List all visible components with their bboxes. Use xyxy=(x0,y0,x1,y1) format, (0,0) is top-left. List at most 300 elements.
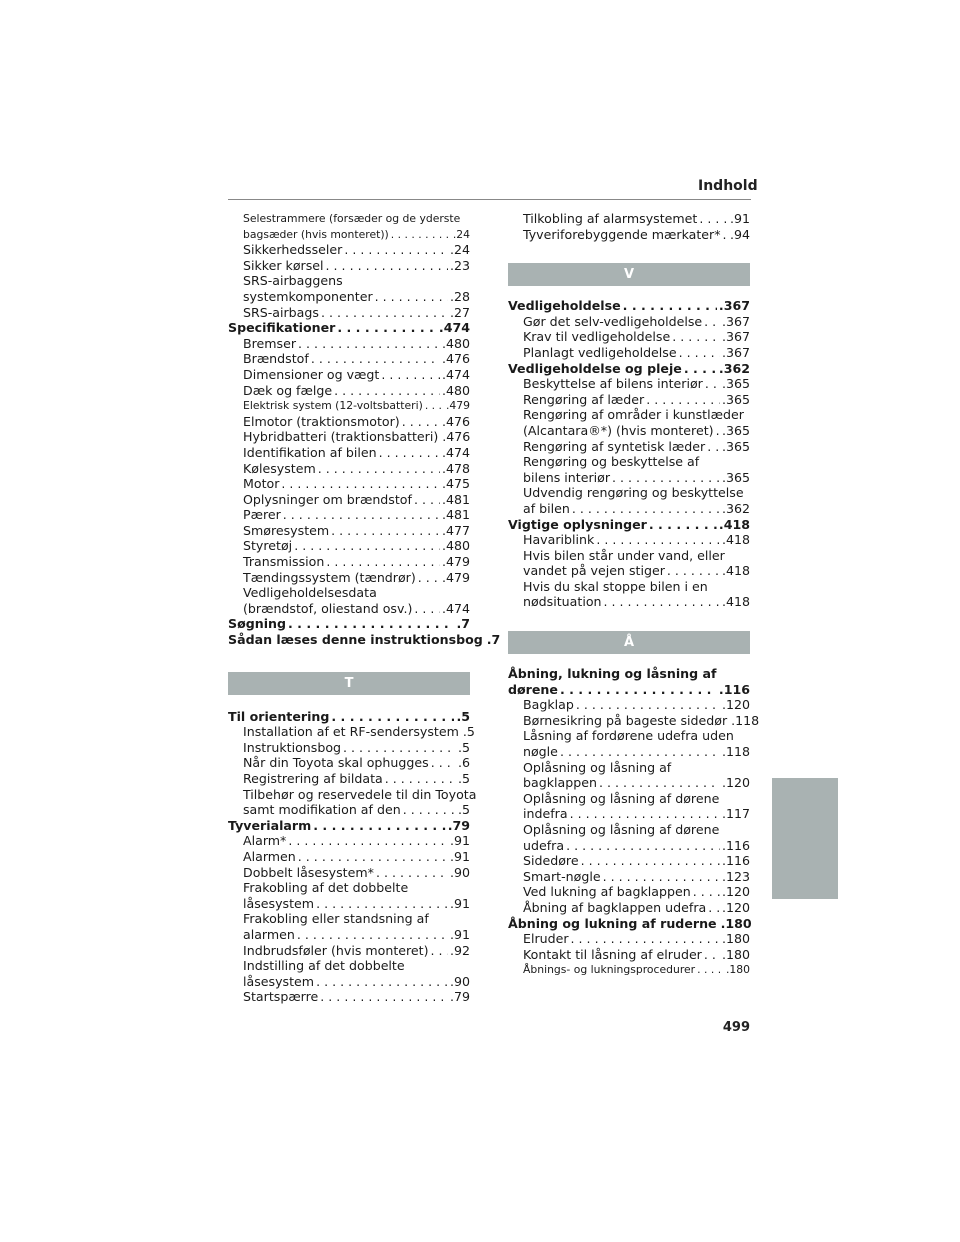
page-reference: .120 xyxy=(721,899,750,915)
index-entry-label: Kontakt til låsning af elruder xyxy=(523,946,702,962)
index-entry[interactable] xyxy=(508,439,750,455)
index-entry-label: Registrering af bildata xyxy=(243,771,383,786)
dot-leader xyxy=(721,227,728,243)
page-reference: .367 xyxy=(721,344,750,360)
page-reference: .180 xyxy=(721,946,750,962)
index-entry[interactable] xyxy=(508,532,750,548)
page-reference: .479 xyxy=(441,554,470,570)
page-reference: .116 xyxy=(721,853,750,869)
index-entry[interactable] xyxy=(228,414,470,430)
index-entry-label: Vedligeholdelse og pleje xyxy=(508,360,682,376)
dot-leader xyxy=(311,818,445,834)
dot-leader xyxy=(429,943,448,959)
index-entry[interactable] xyxy=(228,336,470,352)
index-entry-label: (brændstof, oliestand osv.) xyxy=(243,600,413,616)
index-entry-label: samt modifikation af den xyxy=(243,802,401,818)
index-entry[interactable] xyxy=(228,461,470,477)
index-entry-label: Børnesikring på bageste sidedør xyxy=(523,712,728,728)
index-entry[interactable] xyxy=(508,838,750,854)
dot-leader xyxy=(702,947,720,963)
page-reference: .474 xyxy=(441,600,470,616)
index-entry-label: bagsæder (hvis monteret)) xyxy=(243,227,389,241)
index-entry-label: Vedligeholdelse xyxy=(508,298,621,314)
page-reference: .91 xyxy=(449,833,470,849)
index-heading[interactable] xyxy=(228,818,470,834)
dot-leader xyxy=(401,802,456,818)
page-reference: .367 xyxy=(721,329,750,345)
index-heading[interactable] xyxy=(228,632,501,648)
index-entry[interactable] xyxy=(508,501,750,517)
dot-leader xyxy=(332,383,440,399)
index-entry-line: Tilbehør og reservedele til din Toyota xyxy=(243,786,477,802)
dot-leader xyxy=(568,806,720,822)
index-entry-label: Dæk og fælge xyxy=(243,382,333,398)
section-side-tab xyxy=(772,778,838,899)
index-entry[interactable] xyxy=(228,989,470,1005)
page-reference: .7 xyxy=(486,632,501,648)
index-entry[interactable] xyxy=(228,896,470,912)
page-reference: .7 xyxy=(456,616,470,632)
page-reference: .362 xyxy=(721,500,750,516)
index-entry[interactable] xyxy=(508,853,750,869)
page-reference: .365 xyxy=(721,376,750,392)
dot-leader xyxy=(601,869,720,885)
index-entry-label: Oplysninger om brændstof xyxy=(243,491,412,507)
header-title: Indhold xyxy=(698,178,758,194)
index-entry[interactable] xyxy=(228,833,470,849)
dot-leader xyxy=(682,361,717,377)
dot-leader xyxy=(318,989,448,1005)
index-entry[interactable] xyxy=(228,740,470,756)
index-entry[interactable] xyxy=(508,697,750,713)
index-entry[interactable] xyxy=(508,594,750,610)
index-entry[interactable] xyxy=(228,289,470,305)
dot-leader xyxy=(706,900,720,916)
index-entry-label: udefra xyxy=(523,837,565,853)
index-entry-label: Ved lukning af bagklappen xyxy=(523,884,691,900)
index-entry-label: Specifikationer xyxy=(228,320,336,336)
index-entry-label: Bagklap xyxy=(523,697,574,713)
index-entry[interactable] xyxy=(228,242,470,258)
dot-leader xyxy=(373,289,448,305)
index-entry-label: Dobbelt låsesystem* xyxy=(243,864,374,880)
page-reference: .116 xyxy=(718,681,750,697)
page-reference: .474 xyxy=(438,320,470,336)
page-reference: .92 xyxy=(449,942,470,958)
dot-leader xyxy=(316,461,440,477)
dot-leader xyxy=(383,771,456,787)
index-entry-label: Åbnings- og lukningsprocedurer xyxy=(523,963,696,977)
index-entry-label: låsesystem xyxy=(243,895,315,911)
index-entry-label: Kølesystem xyxy=(243,460,316,476)
page-reference: .5 xyxy=(457,739,470,755)
index-column-right xyxy=(508,211,760,978)
letter-band-aa: Å xyxy=(508,631,750,654)
index-entry[interactable] xyxy=(508,744,750,760)
page-reference: .79 xyxy=(449,989,470,1005)
index-entry-line: Låsning af fordørene udefra uden xyxy=(523,728,734,744)
page-reference: .5 xyxy=(456,708,470,724)
index-entry-label: Smart-nøgle xyxy=(523,868,601,884)
index-entry-label: Identifikation af bilen xyxy=(243,444,377,460)
page-reference: .5 xyxy=(457,802,470,818)
dot-leader xyxy=(286,833,448,849)
page-reference: .79 xyxy=(447,817,470,833)
dot-leader xyxy=(570,501,720,517)
index-entry-label: dørene xyxy=(508,681,558,697)
page-reference: .474 xyxy=(441,366,470,382)
index-entry-label: Installation af et RF-sendersystem xyxy=(243,724,459,740)
index-entry-line: Rengøring af områder i kunstlæder xyxy=(523,407,744,423)
index-entry[interactable] xyxy=(508,563,750,579)
index-entry-label: (Alcantara®*) (hvis monteret) xyxy=(523,422,714,438)
index-entry[interactable] xyxy=(508,392,750,408)
index-entry-label: Bremser xyxy=(243,335,297,351)
dot-leader xyxy=(705,439,720,455)
page-reference: .476 xyxy=(441,413,470,429)
index-heading[interactable] xyxy=(508,916,750,932)
index-entry[interactable] xyxy=(508,211,750,227)
page-reference: .418 xyxy=(721,594,750,610)
dot-leader xyxy=(296,849,448,865)
page-reference: .478 xyxy=(441,460,470,476)
page-reference: .365 xyxy=(721,438,750,454)
index-entry[interactable] xyxy=(228,927,470,943)
index-entry[interactable] xyxy=(228,227,470,243)
index-entry-label: Styretøj xyxy=(243,538,293,554)
dot-leader xyxy=(292,538,440,554)
page-reference: .477 xyxy=(441,522,470,538)
dot-leader xyxy=(324,258,448,274)
index-group xyxy=(508,298,750,610)
page-reference: .94 xyxy=(729,226,750,242)
page-reference: .90 xyxy=(449,864,470,880)
index-entry-label: af bilen xyxy=(523,500,570,516)
index-heading[interactable] xyxy=(228,616,470,632)
index-entry-line: Selestrammere (forsæder og de yderste xyxy=(243,212,461,225)
dot-leader xyxy=(416,570,440,586)
page-reference: .365 xyxy=(721,391,750,407)
index-entry-label: Tyveriforebyggende mærkater* xyxy=(523,226,721,242)
index-entry[interactable] xyxy=(508,947,750,963)
index-entry-line: Udvendig rengøring og beskyttelse xyxy=(523,485,744,501)
page-number: 499 xyxy=(722,1020,750,1035)
index-entry[interactable] xyxy=(228,755,470,771)
index-entry-line: Indstilling af det dobbelte xyxy=(243,958,405,974)
page-reference: .480 xyxy=(441,382,470,398)
header-rule xyxy=(228,199,751,200)
index-entry[interactable] xyxy=(508,329,750,345)
dot-leader xyxy=(564,838,720,854)
letter-band-t: T xyxy=(228,672,470,695)
index-entry[interactable] xyxy=(228,865,470,881)
index-entry-label: Elruder xyxy=(523,931,569,947)
page-reference: .91 xyxy=(729,211,750,226)
page-reference: .27 xyxy=(449,304,470,320)
index-entry-label: Søgning xyxy=(228,616,287,632)
index-entry[interactable] xyxy=(228,724,475,740)
dot-leader xyxy=(423,398,444,414)
index-entry[interactable] xyxy=(508,423,750,439)
dot-leader xyxy=(647,517,717,533)
index-heading[interactable] xyxy=(508,517,750,533)
dot-leader xyxy=(377,445,440,461)
page-reference: .475 xyxy=(441,476,470,492)
index-entry[interactable] xyxy=(228,383,470,399)
index-entry-label: indefra xyxy=(523,806,568,822)
index-entry[interactable] xyxy=(228,601,470,617)
index-column-left xyxy=(228,211,501,1005)
index-entry-label: nødsituation xyxy=(523,594,602,610)
page-reference: .479 xyxy=(445,399,470,413)
dot-leader xyxy=(610,470,720,486)
index-entry-label: Instruktionsbog xyxy=(243,739,342,755)
dot-leader xyxy=(342,242,448,258)
dot-leader xyxy=(296,336,440,352)
page-reference: .367 xyxy=(718,298,750,314)
index-entry[interactable] xyxy=(228,258,470,274)
dot-leader xyxy=(389,227,451,243)
dot-leader xyxy=(286,616,454,632)
index-entry-label: Motor xyxy=(243,476,280,492)
dot-leader xyxy=(558,744,720,760)
index-entry-label: systemkomponenter xyxy=(243,288,373,304)
index-entry[interactable] xyxy=(228,507,470,523)
dot-leader xyxy=(379,367,440,383)
dot-leader xyxy=(281,507,440,523)
dot-leader xyxy=(309,351,440,367)
index-entry-label: Rengøring af syntetisk læder xyxy=(523,438,706,454)
index-entry[interactable] xyxy=(228,802,470,818)
index-entry-line: Oplåsning og låsning af dørene xyxy=(523,790,720,806)
dot-leader xyxy=(569,931,720,947)
page-reference: .28 xyxy=(449,288,470,304)
index-entry-label: Sikker kørsel xyxy=(243,257,324,273)
page-reference: .476 xyxy=(442,429,471,445)
index-heading[interactable] xyxy=(508,682,750,698)
page-reference: .480 xyxy=(441,538,470,554)
page-reference: .91 xyxy=(449,895,470,911)
index-entry-label: Tændingssystem (tændrør) xyxy=(243,569,416,585)
index-entry-label: bagklappen xyxy=(523,775,597,791)
page-reference: .123 xyxy=(721,868,750,884)
index-entry[interactable] xyxy=(508,314,750,330)
index-entry-label: låsesystem xyxy=(243,973,315,989)
index-heading[interactable] xyxy=(228,709,470,725)
page-reference: .362 xyxy=(718,360,750,376)
index-entry[interactable] xyxy=(228,771,470,787)
page-reference: .180 xyxy=(721,931,750,947)
index-entry-line: Frakobling af det dobbelte xyxy=(243,880,409,896)
index-entry-label: Krav til vedligeholdelse xyxy=(523,329,671,345)
dot-leader xyxy=(677,345,720,361)
index-entry[interactable] xyxy=(508,376,750,392)
index-entry-label: Beskyttelse af bilens interiør xyxy=(523,376,703,392)
index-entry-label: Når din Toyota skal ophugges xyxy=(243,755,429,771)
index-entry-label: Sikkerhedsseler xyxy=(243,242,343,258)
index-entry-label: Rengøring af læder xyxy=(523,391,645,407)
dot-leader xyxy=(597,775,720,791)
index-entry-label: Elektrisk system (12-voltsbatteri) xyxy=(243,399,423,413)
index-entry-label: Planlagt vedligeholdelse xyxy=(523,344,677,360)
index-entry-label: Startspærre xyxy=(243,989,319,1005)
dot-leader xyxy=(644,392,720,408)
dot-leader xyxy=(412,601,440,617)
index-entry[interactable] xyxy=(228,554,470,570)
index-entry-label: Gør det selv-vedligeholdelse xyxy=(523,313,703,329)
index-entry[interactable] xyxy=(228,523,470,539)
dot-leader xyxy=(558,682,717,698)
dot-leader xyxy=(429,755,456,771)
index-entry-line: Oplåsning og låsning af dørene xyxy=(523,822,720,837)
index-entry-label: Sådan læses denne instruktionsbog xyxy=(228,632,483,648)
index-entry[interactable] xyxy=(228,305,470,321)
index-entry[interactable] xyxy=(508,869,750,885)
dot-leader xyxy=(702,314,720,330)
dot-leader xyxy=(374,865,448,881)
index-entry[interactable] xyxy=(228,943,470,959)
index-entry-line: Frakobling eller standsning af xyxy=(243,911,429,927)
dot-leader xyxy=(324,554,440,570)
index-heading[interactable] xyxy=(508,361,750,377)
index-entry-line: Vedligeholdelsesdata xyxy=(243,585,377,601)
index-entry-label: Tyverialarm xyxy=(228,817,312,833)
index-group xyxy=(228,211,501,648)
dot-leader xyxy=(400,414,440,430)
index-entry[interactable] xyxy=(228,367,470,383)
page-reference: .474 xyxy=(441,444,470,460)
index-entry[interactable] xyxy=(508,775,750,791)
dot-leader xyxy=(412,492,440,508)
index-entry[interactable] xyxy=(228,492,470,508)
index-entry-label: bilens interiør xyxy=(523,469,611,485)
page-reference: .365 xyxy=(721,422,750,438)
index-entry-label: SRS-airbags xyxy=(243,304,319,320)
page-reference: .90 xyxy=(449,973,470,989)
index-entry[interactable] xyxy=(508,806,750,822)
index-entry-label: Åbning af bagklappen udefra xyxy=(523,899,707,915)
index-entry[interactable] xyxy=(228,538,470,554)
index-entry-label: Smøresystem xyxy=(243,522,330,538)
index-entry[interactable] xyxy=(508,227,750,243)
page-reference: .91 xyxy=(449,926,470,942)
dot-leader xyxy=(314,896,448,912)
page-reference: .481 xyxy=(441,491,470,507)
page-reference: .116 xyxy=(721,837,750,853)
index-entry-line: Hvis bilen står under vand, eller xyxy=(523,547,725,563)
dot-leader xyxy=(279,476,440,492)
index-entry[interactable] xyxy=(228,445,470,461)
page-reference: .118 xyxy=(721,744,750,760)
page-reference: .120 xyxy=(721,884,750,900)
index-entry-label: Transmission xyxy=(243,554,325,570)
index-entry[interactable] xyxy=(508,712,760,729)
index-group xyxy=(508,666,760,978)
index-entry-label: nøgle xyxy=(523,744,558,760)
index-entry-label: Til orientering xyxy=(228,708,330,724)
page-reference: .6 xyxy=(457,755,470,771)
index-entry[interactable] xyxy=(228,570,470,586)
dot-leader xyxy=(594,532,720,548)
dot-leader xyxy=(697,211,728,227)
page-reference: .365 xyxy=(721,469,750,485)
dot-leader xyxy=(329,523,440,539)
index-entry[interactable] xyxy=(508,900,750,916)
dot-leader xyxy=(329,709,454,725)
index-entry-line: Hvis du skal stoppe bilen i en xyxy=(523,578,708,594)
index-entry-label: Dimensioner og vægt xyxy=(243,366,380,382)
index-entry-label: Alarmen xyxy=(243,848,296,864)
index-entry[interactable] xyxy=(508,962,750,978)
page-reference: .418 xyxy=(721,532,750,548)
page-reference: .23 xyxy=(449,257,470,273)
index-entry[interactable] xyxy=(508,470,750,486)
dot-leader xyxy=(341,740,456,756)
page-reference: .481 xyxy=(441,507,470,523)
page-reference: .24 xyxy=(452,227,470,241)
dot-leader xyxy=(579,853,720,869)
index-entry-label: Elmotor (traktionsmotor) xyxy=(243,413,400,429)
index-entry-label: Indbrudsføler (hvis monteret) xyxy=(243,942,429,958)
dot-leader xyxy=(574,697,720,713)
index-entry-label: Havariblink xyxy=(523,532,595,548)
dot-leader xyxy=(314,974,448,990)
index-entry-label: Sidedøre xyxy=(523,853,579,869)
dot-leader xyxy=(695,962,724,978)
index-entry[interactable] xyxy=(508,345,750,361)
index-entry-label: Alarm* xyxy=(243,833,287,849)
page-reference: .5 xyxy=(457,771,470,786)
index-entry[interactable] xyxy=(228,351,470,367)
dot-leader xyxy=(602,594,720,610)
page-reference: .479 xyxy=(441,569,470,585)
index-entry[interactable] xyxy=(228,429,470,445)
dot-leader xyxy=(621,298,717,314)
index-entry[interactable] xyxy=(228,974,470,990)
dot-leader xyxy=(295,927,448,943)
index-entry-label: vandet på vejen stiger xyxy=(523,563,665,579)
index-entry[interactable] xyxy=(508,884,750,900)
index-heading[interactable] xyxy=(508,298,750,314)
index-entry-line: Rengøring og beskyttelse af xyxy=(523,454,700,470)
page-reference: .120 xyxy=(721,697,750,713)
index-entry[interactable] xyxy=(228,849,470,865)
index-entry-label: Hybridbatteri (traktionsbatteri) xyxy=(243,429,439,445)
index-entry-label: Tilkobling af alarmsystemet xyxy=(523,211,698,226)
dot-leader xyxy=(703,376,720,392)
page-reference: .24 xyxy=(449,242,470,258)
page-reference: .418 xyxy=(721,563,750,579)
page-reference: .367 xyxy=(721,313,750,329)
dot-leader xyxy=(691,884,720,900)
index-heading[interactable] xyxy=(228,320,470,336)
index-entry[interactable] xyxy=(508,931,750,947)
page-reference: .118 xyxy=(731,712,760,728)
index-group xyxy=(508,211,750,242)
dot-leader xyxy=(335,320,437,336)
page-reference: .180 xyxy=(725,963,750,977)
index-entry-line: SRS-airbaggens xyxy=(243,273,343,289)
index-entry[interactable] xyxy=(228,476,470,492)
index-entry[interactable] xyxy=(228,398,470,414)
dot-leader xyxy=(319,305,448,321)
index-entry-line: Oplåsning og låsning af xyxy=(523,759,672,775)
page-reference: .480 xyxy=(441,335,470,351)
page-reference: .418 xyxy=(718,516,750,532)
dot-leader xyxy=(670,329,720,345)
index-entry-label: alarmen xyxy=(243,926,295,942)
index-entry-label: Pærer xyxy=(243,507,281,523)
